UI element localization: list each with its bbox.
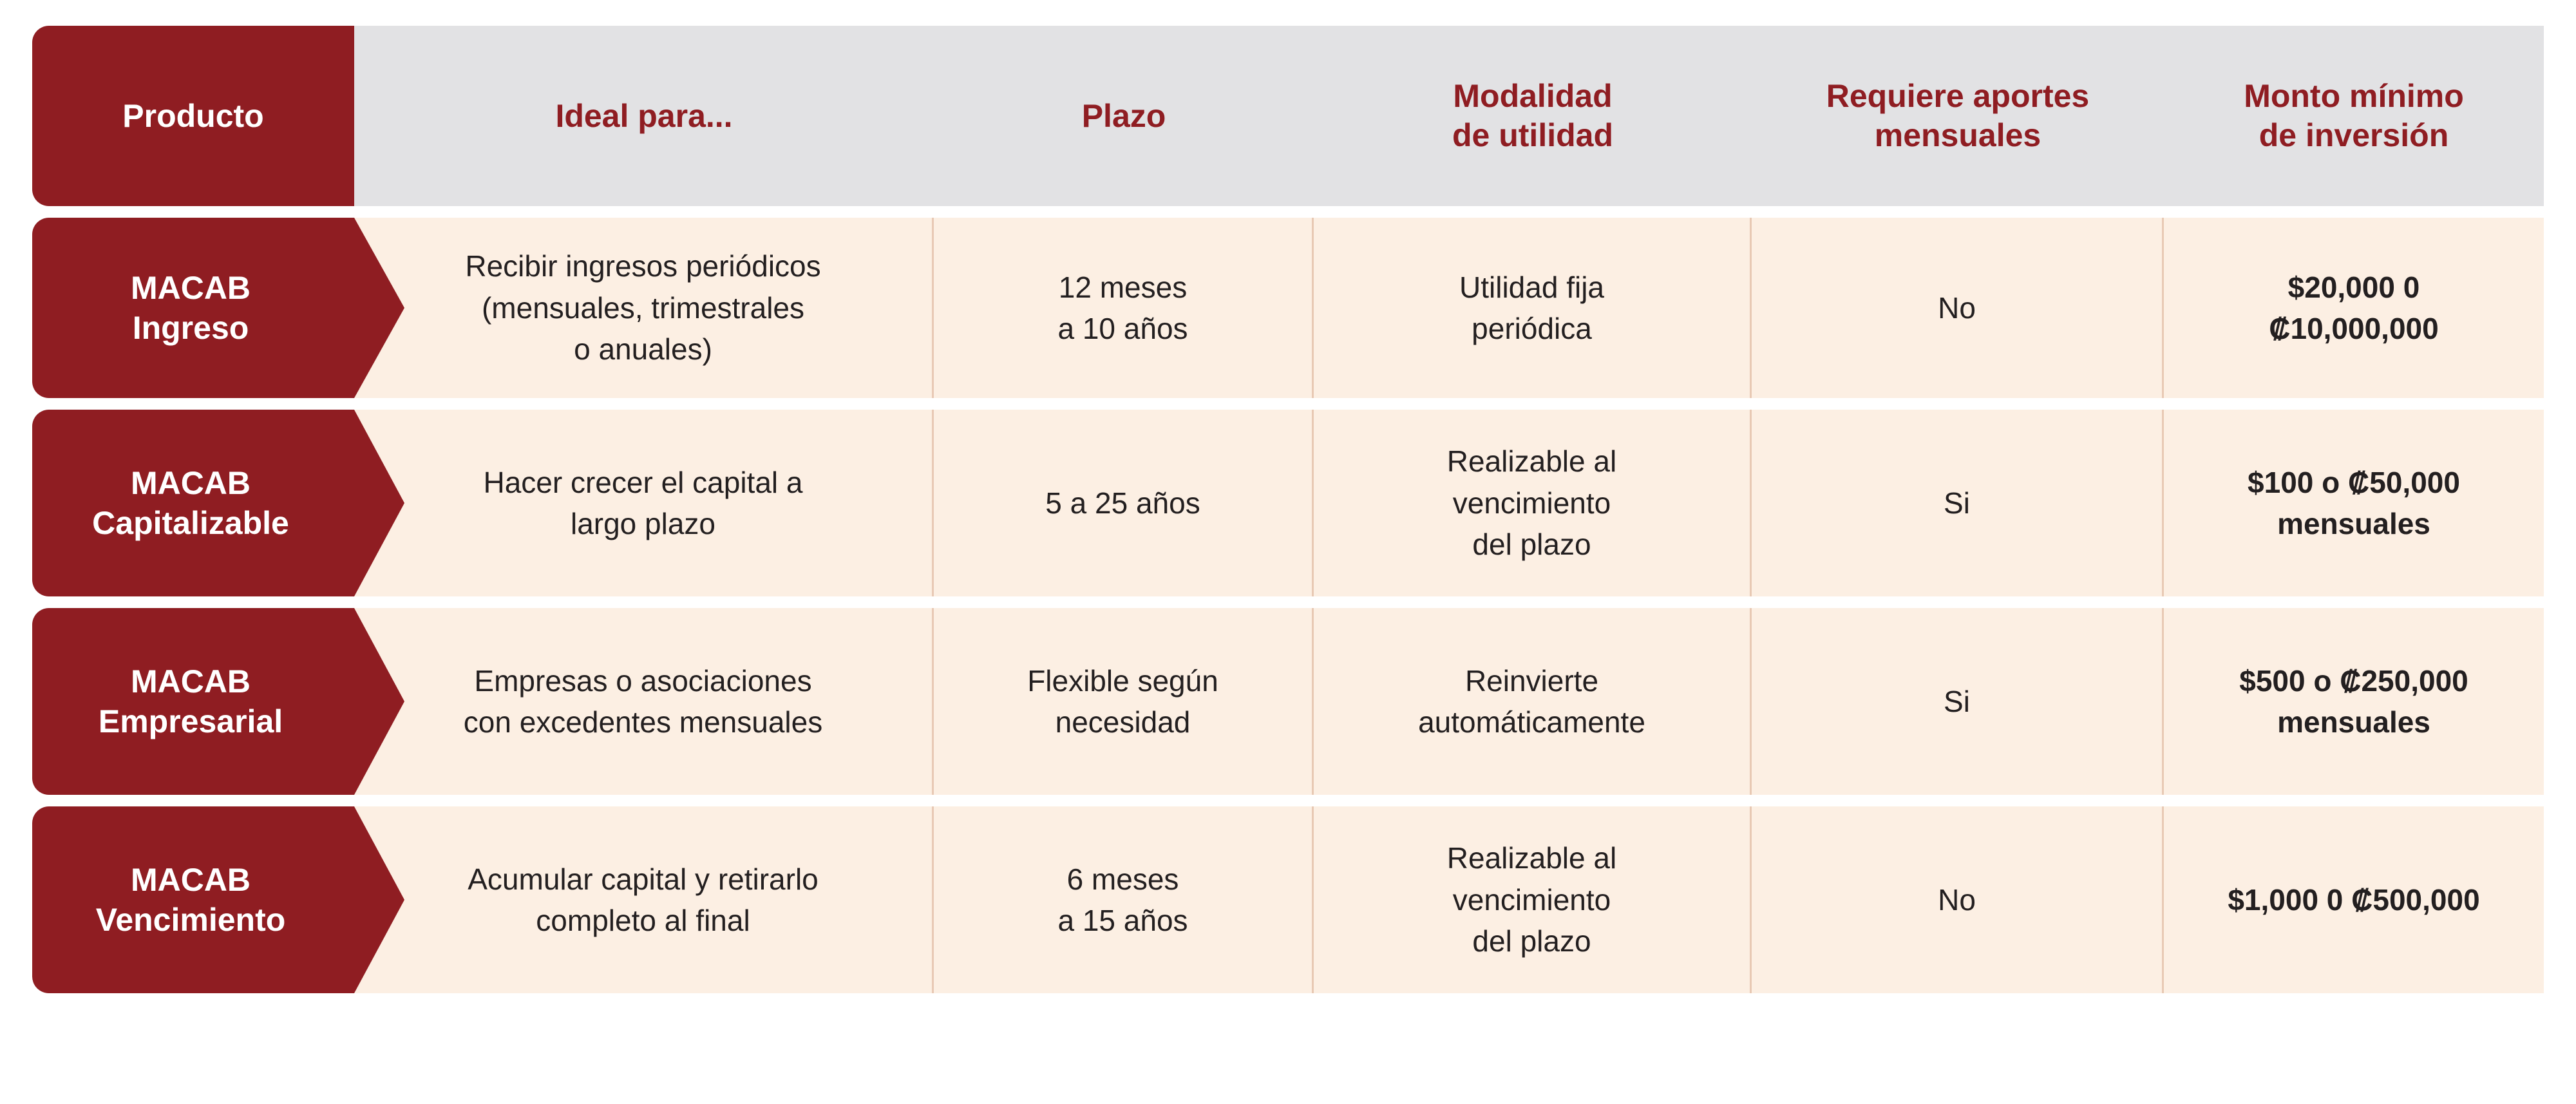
modalidad-line2: automáticamente: [1418, 705, 1645, 739]
ideal-line1: Recibir ingresos periódicos: [465, 249, 821, 283]
table-header-plazo: [934, 26, 1314, 206]
cell-monto: [2164, 410, 2544, 596]
modalidad-line2: periódica: [1472, 312, 1592, 345]
header-label-monto-line2: de inversión: [2259, 117, 2449, 153]
modalidad-line1: Realizable al: [1446, 444, 1617, 479]
modalidad-line1: Reinvierte: [1464, 663, 1599, 698]
cell-modalidad: [1314, 806, 1752, 993]
table-header-ideal-para: [354, 26, 934, 206]
modalidad-line2: vencimiento: [1452, 882, 1611, 917]
products-comparison-table: [32, 26, 2544, 993]
product-tag-macab-vencimiento: [32, 806, 354, 993]
cell-ideal-para: [354, 608, 934, 795]
cell-ideal-para: [354, 218, 934, 398]
product-tag-cell: [32, 608, 354, 795]
header-label-aportes-line1: Requiere aportes: [1826, 78, 2090, 114]
table-header-producto: [32, 26, 354, 206]
aportes-value: Si: [1944, 684, 1970, 718]
cell-plazo: [934, 806, 1314, 993]
aportes-value: No: [1938, 290, 1976, 325]
table-header-aportes: [1752, 26, 2164, 206]
cell-monto: [2164, 608, 2544, 795]
cell-text: [1447, 441, 1616, 565]
tag-arrow-point-icon: [354, 608, 404, 795]
monto-line2: ₡10,000,000: [2269, 312, 2439, 345]
ideal-line2: con excedentes mensuales: [463, 705, 823, 739]
table-header-row: [32, 26, 2544, 206]
product-tag-macab-empresarial: [32, 608, 354, 795]
product-tag-macab-ingreso: [32, 218, 354, 398]
table-header-monto: [2164, 26, 2544, 206]
header-label-monto-line1: Monto mínimo: [2244, 78, 2464, 114]
modalidad-line3: del plazo: [1472, 924, 1591, 958]
product-tag-cell: [32, 218, 354, 398]
cell-monto: [2164, 218, 2544, 398]
header-label-plazo: Plazo: [1081, 97, 1166, 134]
cell-text: [2239, 660, 2468, 743]
table-header-modalidad: [1314, 26, 1752, 206]
header-label-aportes: [1826, 77, 2089, 155]
cell-aportes: [1752, 608, 2164, 795]
cell-modalidad: [1314, 410, 1752, 596]
ideal-line1: Acumular capital y retirarlo: [468, 862, 819, 896]
header-label-monto: [2244, 77, 2464, 155]
cell-text: [484, 462, 803, 545]
monto-line2: mensuales: [2277, 507, 2430, 540]
cell-text: [468, 859, 819, 942]
product-line2: Vencimiento: [95, 902, 286, 938]
table-row: [32, 218, 2544, 398]
cell-text: [1057, 267, 1188, 350]
modalidad-line1: Utilidad fija: [1459, 270, 1604, 304]
ideal-line2: completo al final: [536, 904, 750, 937]
table-row: [32, 806, 2544, 993]
product-line1: MACAB: [130, 464, 251, 501]
product-line2: Capitalizable: [92, 505, 289, 541]
tag-arrow-point-icon: [354, 806, 404, 993]
cell-text: [1057, 859, 1188, 942]
table-row: [32, 410, 2544, 596]
cell-plazo: [934, 410, 1314, 596]
product-tag-text: [131, 268, 251, 348]
cell-text: [464, 660, 822, 743]
header-label-modalidad-line2: de utilidad: [1452, 117, 1613, 153]
ideal-line2: largo plazo: [570, 507, 716, 540]
cell-text: [1418, 660, 1645, 743]
cell-plazo: [934, 608, 1314, 795]
cell-text: [2269, 267, 2438, 350]
plazo-line2: a 10 años: [1057, 312, 1188, 345]
monto-line1: $1,000 0 ₡500,000: [2228, 882, 2480, 917]
product-line1: MACAB: [130, 861, 251, 898]
cell-ideal-para: [354, 806, 934, 993]
product-tag-cell: [32, 410, 354, 596]
ideal-line1: Empresas o asociaciones: [474, 663, 812, 698]
header-label-modalidad-line1: Modalidad: [1453, 78, 1613, 114]
cell-aportes: [1752, 218, 2164, 398]
product-line2: Ingreso: [132, 310, 249, 346]
aportes-value: Si: [1944, 486, 1970, 520]
monto-line2: mensuales: [2277, 705, 2430, 739]
table-row: [32, 608, 2544, 795]
header-label-producto: Producto: [122, 97, 264, 134]
tag-arrow-point-icon: [354, 218, 404, 398]
plazo-line1: Flexible según: [1027, 663, 1218, 698]
cell-plazo: [934, 218, 1314, 398]
monto-line1: $20,000 0: [2287, 270, 2420, 304]
product-line1: MACAB: [130, 663, 251, 700]
plazo-line2: a 15 años: [1057, 904, 1188, 937]
product-tag-macab-capitalizable: [32, 410, 354, 596]
cell-ideal-para: [354, 410, 934, 596]
modalidad-line1: Realizable al: [1446, 841, 1617, 875]
product-tag-cell: [32, 806, 354, 993]
ideal-line2: (mensuales, trimestrales: [481, 290, 805, 325]
aportes-value: No: [1938, 882, 1976, 917]
header-label-modalidad: [1452, 77, 1613, 155]
cell-aportes: [1752, 410, 2164, 596]
cell-modalidad: [1314, 218, 1752, 398]
cell-text: [465, 245, 820, 370]
cell-modalidad: [1314, 608, 1752, 795]
header-label-aportes-line2: mensuales: [1874, 117, 2041, 153]
cell-aportes: [1752, 806, 2164, 993]
ideal-line1: Hacer crecer el capital a: [483, 465, 803, 499]
product-line1: MACAB: [130, 269, 251, 306]
cell-text: [1459, 267, 1604, 350]
product-tag-text: [99, 661, 283, 742]
cell-text: [2248, 462, 2460, 545]
product-line2: Empresarial: [98, 703, 283, 739]
product-tag-text: [96, 860, 286, 940]
monto-line1: $500 o ₡250,000: [2239, 663, 2468, 698]
monto-line1: $100 o ₡50,000: [2248, 465, 2460, 499]
plazo-line2: necesidad: [1055, 705, 1191, 739]
cell-monto: [2164, 806, 2544, 993]
ideal-line3: o anuales): [574, 332, 712, 366]
product-tag-text: [92, 463, 289, 544]
modalidad-line3: del plazo: [1472, 528, 1591, 562]
plazo-line1: 6 meses: [1066, 862, 1179, 896]
cell-text: [1447, 837, 1616, 962]
header-label-ideal-para: Ideal para...: [555, 97, 733, 134]
plazo-line1: 12 meses: [1058, 270, 1188, 304]
tag-arrow-point-icon: [354, 410, 404, 596]
cell-text: [1027, 660, 1218, 743]
modalidad-line2: vencimiento: [1452, 486, 1611, 520]
plazo-line1: 5 a 25 años: [1045, 486, 1200, 520]
